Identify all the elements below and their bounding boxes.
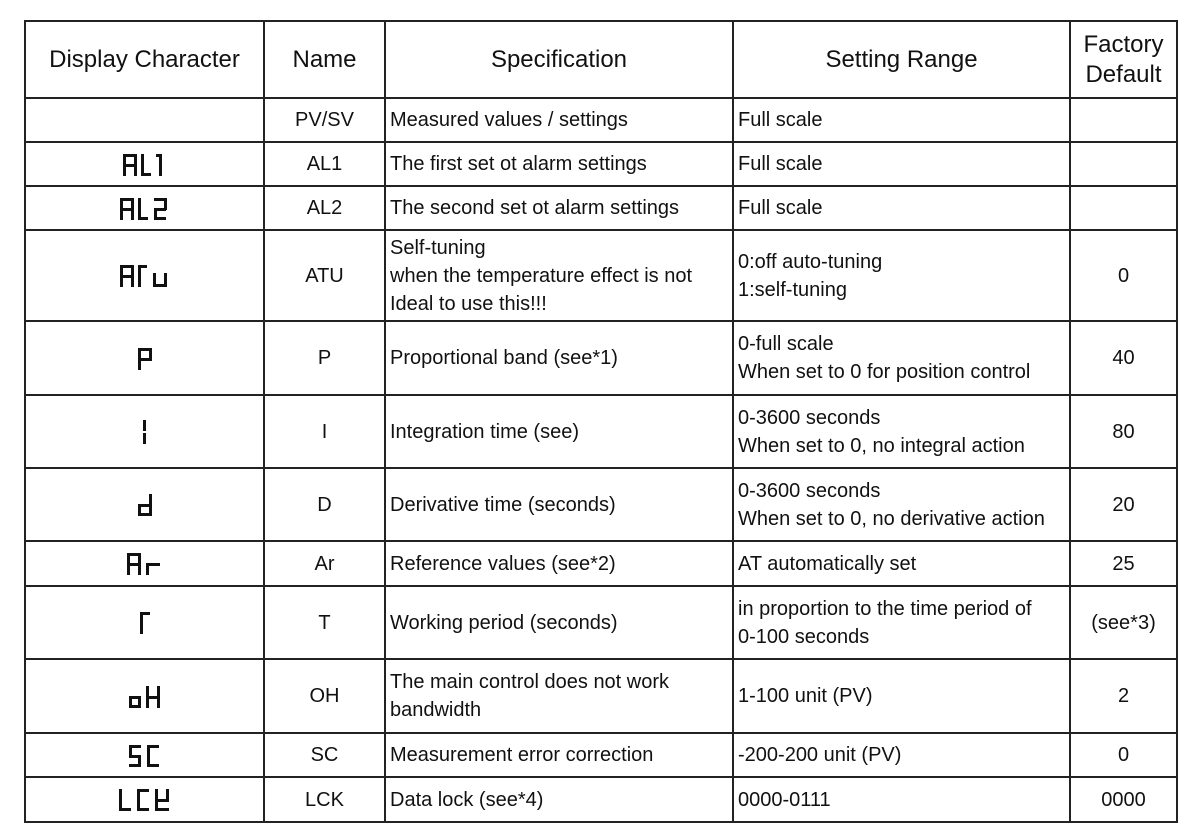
table-row bbox=[25, 98, 1177, 142]
param-default bbox=[1070, 142, 1177, 186]
param-default: 0 bbox=[1070, 230, 1177, 321]
param-spec: Integration time (see) bbox=[385, 395, 733, 468]
param-range: 0000-0111 bbox=[733, 777, 1070, 822]
param-default: 20 bbox=[1070, 468, 1177, 541]
header-factory-default bbox=[1070, 21, 1177, 98]
display-character-cell bbox=[25, 468, 264, 541]
table-row bbox=[25, 230, 1177, 321]
display-character-cell bbox=[25, 98, 264, 142]
header-display-character: Display Character bbox=[25, 21, 264, 98]
header-row bbox=[25, 21, 1177, 98]
param-spec: Reference values (see*2) bbox=[385, 541, 733, 586]
param-name: PV/SV bbox=[264, 98, 385, 142]
param-range: AT automatically set bbox=[733, 541, 1070, 586]
display-character-cell bbox=[25, 321, 264, 395]
header-factory-default-text: Factory Default bbox=[1083, 30, 1164, 88]
seven-segment-lck-icon bbox=[117, 787, 173, 813]
display-character-cell bbox=[25, 586, 264, 659]
param-spec: Data lock (see*4) bbox=[385, 777, 733, 822]
param-spec: The main control does not work bandwidth bbox=[385, 659, 733, 733]
header-specification: Specification bbox=[385, 21, 733, 98]
param-default: 2 bbox=[1070, 659, 1177, 733]
display-character-cell bbox=[25, 541, 264, 586]
param-spec: Measured values / settings bbox=[385, 98, 733, 142]
param-spec: Measurement error correction bbox=[385, 733, 733, 777]
seven-segment-al1-icon bbox=[123, 152, 167, 178]
display-character-cell bbox=[25, 186, 264, 230]
param-default: (see*3) bbox=[1070, 586, 1177, 659]
table-row bbox=[25, 468, 1177, 541]
table-row bbox=[25, 395, 1177, 468]
param-default: 80 bbox=[1070, 395, 1177, 468]
param-name: ATU bbox=[264, 230, 385, 321]
param-spec: Derivative time (seconds) bbox=[385, 468, 733, 541]
param-spec: Working period (seconds) bbox=[385, 586, 733, 659]
table-row bbox=[25, 586, 1177, 659]
param-range: Full scale bbox=[733, 186, 1070, 230]
param-spec: The first set ot alarm settings bbox=[385, 142, 733, 186]
param-name: AL2 bbox=[264, 186, 385, 230]
seven-segment-i-icon bbox=[140, 418, 150, 446]
param-range: 0:off auto-tuning 1:self-tuning bbox=[733, 230, 1070, 321]
table-row bbox=[25, 142, 1177, 186]
table-row bbox=[25, 186, 1177, 230]
table-row bbox=[25, 541, 1177, 586]
display-character-cell bbox=[25, 395, 264, 468]
table-row bbox=[25, 321, 1177, 395]
display-character-cell bbox=[25, 659, 264, 733]
parameter-table bbox=[24, 20, 1178, 823]
seven-segment-sc-icon bbox=[127, 743, 163, 769]
param-name: T bbox=[264, 586, 385, 659]
display-character-cell bbox=[25, 733, 264, 777]
param-range: 0-3600 seconds When set to 0, no derivative action bbox=[733, 468, 1070, 541]
param-name: SC bbox=[264, 733, 385, 777]
param-name: AL1 bbox=[264, 142, 385, 186]
header-setting-range: Setting Range bbox=[733, 21, 1070, 98]
table-row bbox=[25, 777, 1177, 822]
param-range: 0-full scale When set to 0 for position control bbox=[733, 321, 1070, 395]
param-range: Full scale bbox=[733, 142, 1070, 186]
seven-segment-oh-icon bbox=[127, 684, 163, 710]
seven-segment-d-icon bbox=[136, 492, 154, 518]
param-default: 0 bbox=[1070, 733, 1177, 777]
display-character-cell bbox=[25, 230, 264, 321]
param-range: Full scale bbox=[733, 98, 1070, 142]
seven-segment-atu-icon bbox=[120, 263, 170, 289]
param-default: 25 bbox=[1070, 541, 1177, 586]
param-default bbox=[1070, 186, 1177, 230]
param-name: P bbox=[264, 321, 385, 395]
param-spec: Self-tuning when the temperature effect is not Ideal to use this!!! bbox=[385, 230, 733, 321]
param-default: 0000 bbox=[1070, 777, 1177, 822]
param-range: -200-200 unit (PV) bbox=[733, 733, 1070, 777]
param-spec: The second set ot alarm settings bbox=[385, 186, 733, 230]
seven-segment-al2-icon bbox=[120, 196, 170, 222]
param-range: in proportion to the time period of 0-100 seconds bbox=[733, 586, 1070, 659]
display-character-cell bbox=[25, 777, 264, 822]
param-range: 0-3600 seconds When set to 0, no integral action bbox=[733, 395, 1070, 468]
seven-segment-t-icon bbox=[138, 610, 152, 636]
param-range: 1-100 unit (PV) bbox=[733, 659, 1070, 733]
param-name: LCK bbox=[264, 777, 385, 822]
param-spec: Proportional band (see*1) bbox=[385, 321, 733, 395]
seven-segment-p-icon bbox=[136, 346, 154, 372]
display-character-cell bbox=[25, 142, 264, 186]
param-name: Ar bbox=[264, 541, 385, 586]
table-row bbox=[25, 733, 1177, 777]
param-name: D bbox=[264, 468, 385, 541]
table-row bbox=[25, 659, 1177, 733]
param-name: OH bbox=[264, 659, 385, 733]
seven-segment-ar-icon bbox=[127, 551, 163, 577]
header-name: Name bbox=[264, 21, 385, 98]
param-name: I bbox=[264, 395, 385, 468]
param-default: 40 bbox=[1070, 321, 1177, 395]
param-default bbox=[1070, 98, 1177, 142]
